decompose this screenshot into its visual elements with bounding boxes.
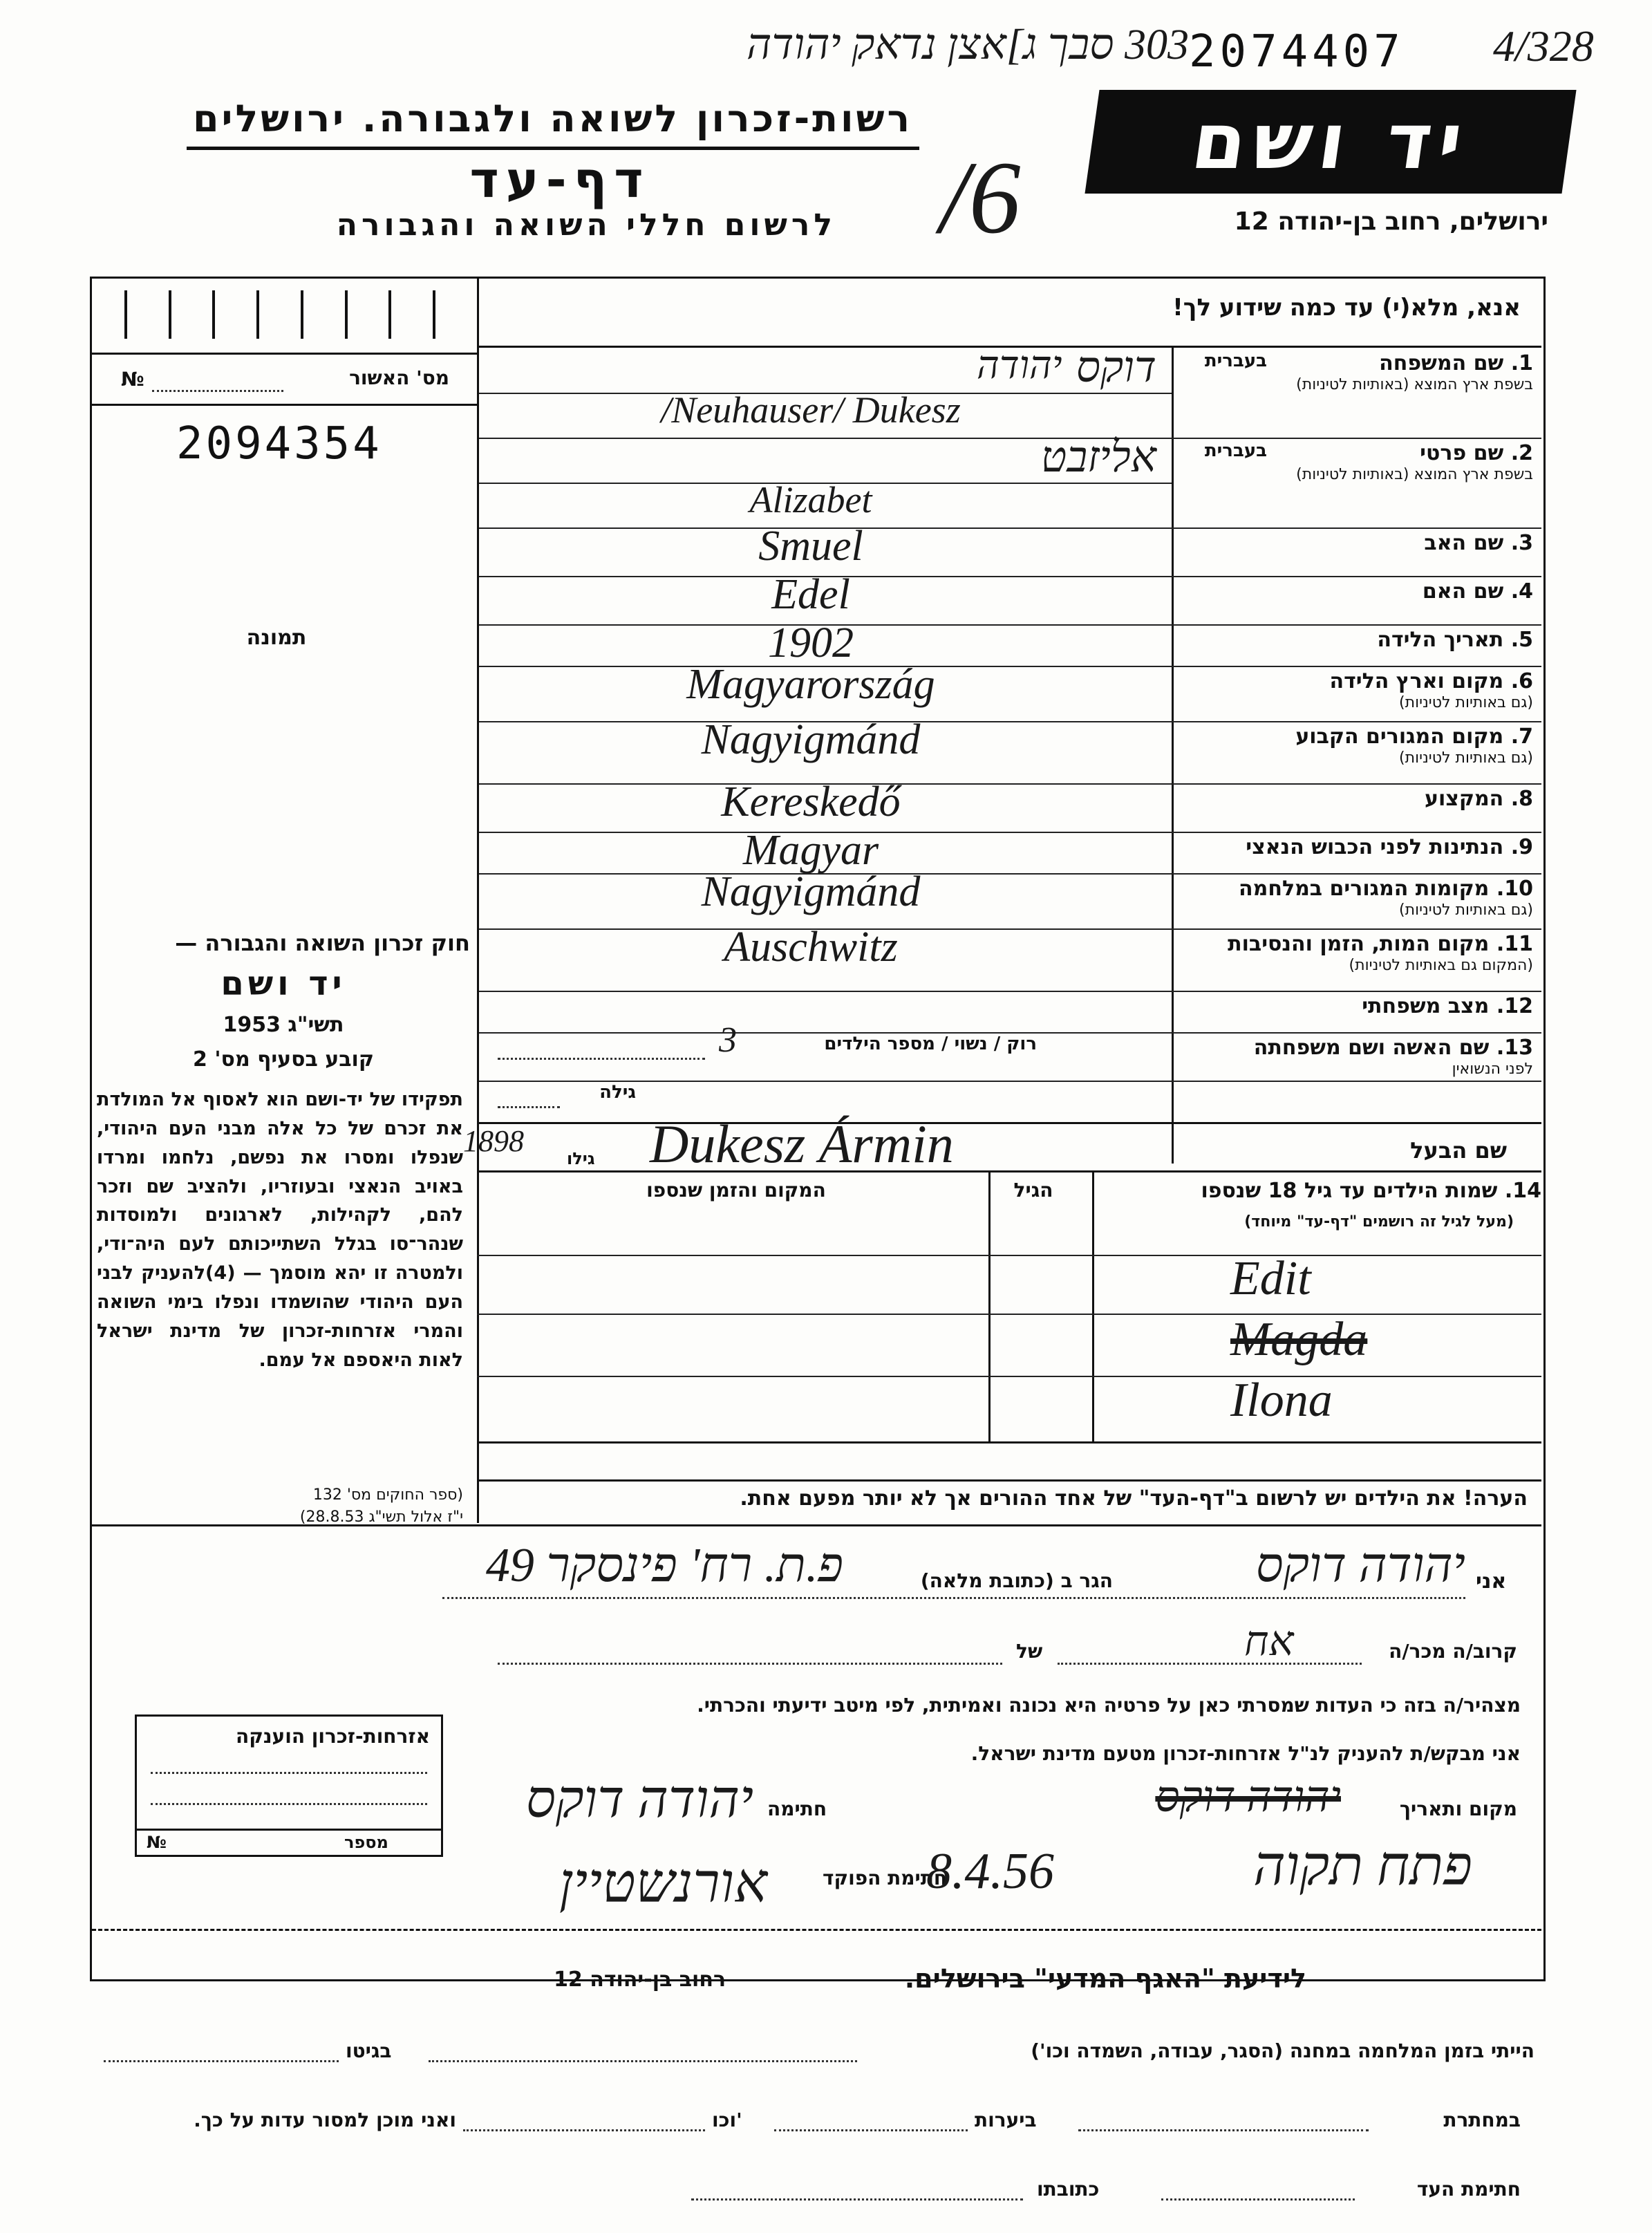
declarant-name: יהודה דוקס: [1255, 1539, 1465, 1592]
form-row-number: 7.: [1510, 725, 1533, 749]
declarant-i-label: אני: [1476, 1569, 1507, 1594]
form-row: [479, 991, 1541, 1032]
law-name: יד ושם: [220, 964, 346, 1003]
form-row-label: [1181, 995, 1533, 1019]
form-row-value: Magyarország: [686, 661, 935, 708]
form-row: [479, 434, 1541, 527]
law-text: תפקידו של יד-ושם הוא לאסוף אל המולדת את זכרם של כל אלה מבני העם היהודי, שנפלו ומסרו את נפשם, נלחמו ומרדו באויב הנאצי ובעוזריו, ולהציב שם וזכר להם, לקהילות, לארגונים ולמוסדות שנהר־סו בגלל השתייכותם לעם היה־ודי, ולמטרה זו יהא מוסמך — (4)להעניק לבני העם היהודי שהושמדו ונפלו בימי השואה והמרי אזרחות-זכרון של מדינת ישראל לאות היאספם אל עמם.: [97, 1089, 463, 1371]
form-row-label-text: הנתינות לפני הכבוש הנאצי: [1246, 835, 1504, 859]
citizenship-number-symbol: №: [147, 1833, 167, 1852]
form-row-label: [1181, 1036, 1533, 1078]
info-address: רחוב בן-יהודה 12: [554, 1968, 726, 1992]
form-row-sublabel: לפני הנשואין: [1452, 1060, 1533, 1078]
form-row-value: Alizabet: [749, 479, 872, 521]
form-row-label: [1181, 532, 1533, 556]
organization-line: רשות-זכרון לשואה ולגבורה. ירושלים: [192, 97, 912, 140]
form-row-sublabel: (גם באותיות לטיניות): [1399, 749, 1533, 767]
corner-number: 4/328: [1493, 21, 1594, 71]
form-row: [479, 924, 1541, 991]
law-reference: (ספר החוקים מס' 132: [312, 1486, 463, 1504]
info-testimony-offer: ואני מוכן למסור עדות על כך.: [194, 2109, 456, 2131]
children-header: 14. שמות הילדים עד גיל 18 שנספו: [1201, 1179, 1541, 1203]
testimony-number: 2074407: [1189, 26, 1405, 77]
relative-label: קרוב/ה מכר/ה: [1389, 1640, 1517, 1663]
child-name: Magda: [1230, 1313, 1368, 1366]
form-row-label: [1181, 580, 1533, 604]
place-date-value: יהודה דוקס: [1155, 1774, 1341, 1821]
form-row-label: [1181, 877, 1533, 919]
children-count: 3: [719, 1020, 737, 1060]
law-year-line: [97, 1013, 470, 1037]
form-row-label-text: שם האם: [1422, 579, 1504, 604]
approval-number: 2094354: [176, 418, 382, 469]
form-row-hebrew-value: אליזבט: [1040, 434, 1156, 481]
form-row-label: [1181, 725, 1533, 767]
husband-age: 1898: [463, 1124, 524, 1158]
form-row-label-text: שם האב: [1424, 531, 1504, 555]
info-title: לידיעת "האגף המדעי" בירושלים.: [904, 1963, 1306, 1994]
form-row-value: /Neuhauser/ Dukesz: [661, 389, 961, 431]
form-row-label: [1181, 933, 1533, 974]
citizenship-box-title: אזרחות-זכרון הוענקה: [236, 1725, 430, 1748]
form-row-label: [1181, 836, 1533, 860]
form-row-number: 5.: [1510, 628, 1533, 652]
form-row-number: 9.: [1510, 835, 1533, 859]
form-row-sublabel: בשפת ארץ המוצא (באותיות לטיניות): [1296, 375, 1533, 393]
residing-label: הגר ב (כתובת מלאה): [920, 1569, 1113, 1592]
form-row-label: [1181, 670, 1533, 711]
form-row: [479, 523, 1541, 576]
form-row-number: 13.: [1496, 1036, 1533, 1060]
form-row: [479, 661, 1541, 721]
form-title: דף-עד: [469, 151, 650, 209]
form-row-label-text: שם האשה ושם משפחתה: [1253, 1036, 1490, 1060]
form-row-value: 1902: [768, 619, 854, 666]
law-reference-date: י"ז אלול תשי"ג 28.8.53): [299, 1508, 463, 1526]
signature-value: יהודה דוקס: [525, 1770, 753, 1829]
form-row-label-text: מקום המגורים הקבוע: [1295, 725, 1504, 749]
yad-vashem-logo: [1085, 90, 1576, 194]
form-row: [479, 619, 1541, 666]
children-place-header: המקום והזמן שנספו: [646, 1179, 826, 1202]
top-handwritten-note: 303 סבך ג]אצן נדאק יהודה: [746, 21, 1189, 68]
form-row-number: 3.: [1510, 531, 1533, 555]
form-row-label: [1181, 787, 1533, 812]
form-row: [479, 716, 1541, 783]
form-row-label-text: מקום וארץ הלידה: [1329, 669, 1504, 693]
form-row: [479, 778, 1541, 832]
children-subheader: (מעל לגיל זה רושמים "דף-עד" מיוחד): [1244, 1213, 1514, 1231]
info-underground-label: במחתרת: [1443, 2109, 1521, 2131]
info-ghetto-label: בגיטו: [346, 2039, 392, 2062]
form-row-hebrew-tag: בעברית: [1204, 440, 1267, 461]
citizenship-request: אני מבקש/ת להעניק לנ"ל אזרחות-זכרון מטעם מדינת ישראל.: [970, 1742, 1521, 1765]
form-row: [479, 344, 1541, 438]
form-row-value: Nagyigmánd: [701, 868, 921, 915]
approval-symbol: №: [121, 368, 144, 391]
form-row-number: 4.: [1510, 579, 1533, 604]
form-row-number: 2.: [1510, 441, 1533, 465]
form-row-number: 1.: [1510, 351, 1533, 375]
form-row-value: Nagyigmánd: [701, 716, 921, 763]
of-label: של: [1016, 1640, 1043, 1663]
place-date-label: מקום ותאריך: [1399, 1797, 1517, 1820]
law-year: 1953: [223, 1013, 281, 1037]
form-row-number: 8.: [1510, 787, 1533, 811]
form-row-value: Auschwitz: [724, 924, 898, 971]
info-witness-address-label: כתובתו: [1037, 2178, 1100, 2201]
relation-value: אח: [1244, 1618, 1294, 1664]
form-row-number: 11.: [1496, 932, 1533, 956]
approval-label: מס' האשור: [349, 366, 449, 389]
form-row-hebrew-tag: בעברית: [1204, 351, 1267, 371]
form-row-value: Kereskedő: [721, 778, 901, 825]
citizenship-box: [135, 1715, 443, 1857]
form-row-label-text: מקום המות, הזמן והנסיבות: [1228, 932, 1490, 956]
form-intro: אנא, מלא(י) עד כמה שידוע לך!: [1172, 294, 1521, 321]
children-age-header: הגיל: [1013, 1179, 1053, 1202]
form-row-label-text: המקצוע: [1424, 787, 1504, 811]
form-row-sublabel: (המקום גם באותיות לטיניות): [1349, 956, 1533, 974]
info-witness-signature-label: חתימת העד: [1416, 2178, 1521, 2201]
form-row-label-text: מצב משפחתי: [1362, 994, 1490, 1018]
child-name: Edit: [1230, 1252, 1311, 1305]
form-row-sublabel: (גם באותיות לטיניות): [1399, 901, 1533, 919]
form-row-label-text: שם פרטי: [1420, 441, 1504, 465]
citizenship-number-label: מספר: [344, 1833, 388, 1852]
form-row-sublabel: (גם באותיות לטיניות): [1399, 693, 1533, 711]
form-row-label-text: שם המשפחה: [1379, 351, 1504, 375]
remark: הערה! את הילדים יש לרשום ב"דף-העד" של אחד ההורים אך לא יותר מפעם אחת.: [740, 1486, 1528, 1511]
form-row-value: Magyar: [742, 827, 879, 874]
form-row-number: 10.: [1496, 877, 1533, 901]
declaration-date: 8.4.56: [926, 1843, 1054, 1900]
law-hebrew-year: תשי"ג: [288, 1013, 344, 1037]
form-row-hebrew-value: דוקס: [1076, 344, 1156, 391]
officer-signature: אורנשטיין: [559, 1853, 767, 1914]
declaration-statement: מצהיר/ה בזה כי העדות שמסרתי כאן על פרטיה היא נכונה ואמיתית, לפי מיטב ידיעתי והכרתי.: [697, 1694, 1521, 1717]
logo-text: יד ושם: [1186, 97, 1475, 187]
officer-label: חתימת הפוקד: [823, 1867, 948, 1889]
form-rows: [479, 344, 1541, 1212]
form-row-label-text: מקומות המגורים במלחמה: [1239, 877, 1490, 901]
info-camp-label: הייתי בזמן המלחמה במחנה (הסגר, עבודה, השמדה וכו'): [1031, 2039, 1534, 2062]
info-etc-label: וכו': [712, 2109, 742, 2131]
child-name: Ilona: [1230, 1374, 1333, 1427]
husband-label: שם הבעל: [1410, 1137, 1507, 1164]
form-row-label: [1181, 628, 1533, 653]
children-list: [1106, 1252, 1534, 1441]
form-row-number: 12.: [1496, 994, 1533, 1018]
husband-age-label: גילו: [567, 1149, 595, 1168]
header-address: ירושלים, רחוב בן-יהודה 12: [1234, 207, 1548, 236]
declaration-place: פתח תקוה: [1253, 1836, 1472, 1897]
photo-label: תמונה: [246, 626, 307, 650]
form-row-label-text: תאריך הלידה: [1377, 628, 1504, 652]
signature-label: חתימה: [767, 1797, 827, 1820]
form-row: [479, 827, 1541, 874]
husband-name: Dukesz Ármin: [650, 1114, 954, 1174]
form-row: [479, 868, 1541, 928]
form-row-value: Edel: [771, 571, 850, 618]
wife-age-label: גילה: [599, 1082, 636, 1103]
law-title: חוק זכרון השואה והגבורה —: [175, 930, 470, 956]
handwritten-mark: /6: [940, 140, 1021, 255]
form-subtitle: לרשום חללי השואה והגבורה: [336, 207, 836, 243]
form-row-value-prefix: יהודה: [977, 344, 1062, 387]
form-row: [479, 571, 1541, 624]
declarant-address: פ.ת. רח' פינסקר 49: [485, 1539, 843, 1592]
tally-strip: [104, 290, 456, 339]
info-forest-label: ביערות: [975, 2109, 1037, 2131]
form-row-sublabel: בשפת ארץ המוצא (באותיות לטיניות): [1296, 465, 1533, 483]
form-row-number: 6.: [1510, 669, 1533, 693]
marital-options: רוק / נשוי / מספר הילדים: [824, 1034, 1037, 1054]
law-clause: קובע בסעיף מס' 2: [193, 1047, 374, 1072]
form-row-value: Smuel: [758, 523, 863, 570]
